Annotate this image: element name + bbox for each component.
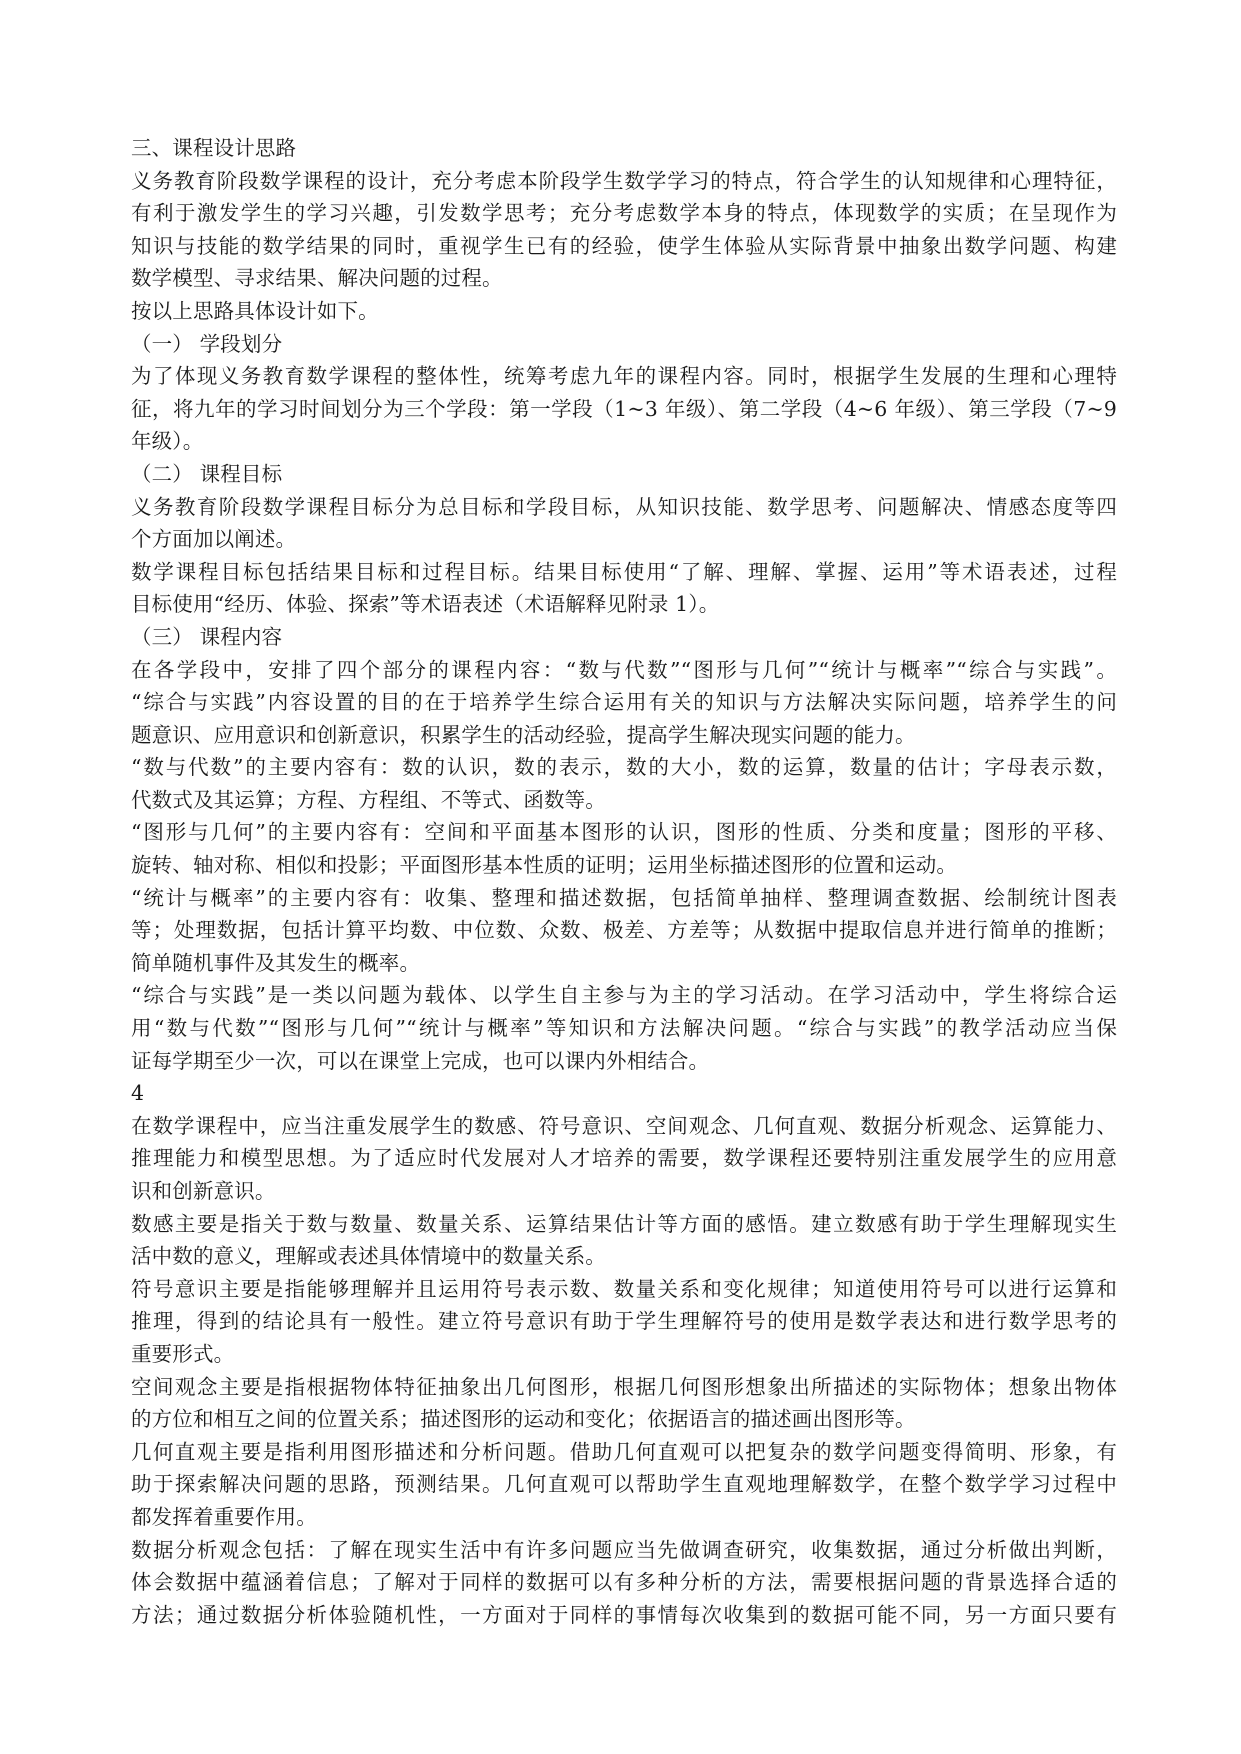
text-line: 代数式及其运算；方程、方程组、不等式、函数等。 — [131, 787, 606, 812]
text-line: 重要形式。 — [131, 1341, 235, 1366]
text-line: 4 — [131, 1081, 145, 1106]
text-line: 几何直观主要是指利用图形描述和分析问题。借助几何直观可以把复杂的数学问题变得简明、形象，有 — [131, 1439, 1117, 1464]
text-line: 为了体现义务教育数学课程的整体性，统筹考虑九年的课程内容。同时，根据学生发展的生理和心理特 — [131, 364, 1117, 389]
text-line: 有利于激发学生的学习兴趣，引发数学思考；充分考虑数学本身的特点，体现数学的实质；在呈现作为 — [131, 201, 1117, 226]
text-line: 推理，得到的结论具有一般性。建立符号意识有助于学生理解符号的使用是数学表达和进行数学思考的 — [131, 1309, 1117, 1334]
text-line: 旋转、轴对称、相似和投影；平面图形基本性质的证明；运用坐标描述图形的位置和运动。 — [131, 853, 957, 878]
text-line: 数学模型、寻求结果、解决问题的过程。 — [131, 266, 503, 291]
text-line: （一） 学段划分 — [131, 331, 283, 356]
text-line: 空间观念主要是指根据物体特征抽象出几何图形，根据几何图形想象出所描述的实际物体；想象出物体 — [131, 1374, 1117, 1399]
text-line: 在数学课程中，应当注重发展学生的数感、符号意识、空间观念、几何直观、数据分析观念、运算能力、 — [131, 1113, 1117, 1138]
text-line: 方法；通过数据分析体验随机性，一方面对于同样的事情每次收集到的数据可能不同，另一方面只要有 — [131, 1602, 1117, 1627]
text-line: 题意识、应用意识和创新意识，积累学生的活动经验，提高学生解决现实问题的能力。 — [131, 722, 916, 747]
text-line: 证每学期至少一次，可以在课堂上完成，也可以课内外相结合。 — [131, 1048, 710, 1073]
text-line: 体会数据中蕴涵着信息；了解对于同样的数据可以有多种分析的方法，需要根据问题的背景选择合适的 — [131, 1570, 1117, 1595]
text-line: 目标使用“经历、体验、探索”等术语表述（术语解释见附录 1）。 — [131, 592, 720, 617]
text-line: “图形与几何”的主要内容有：空间和平面基本图形的认识，图形的性质、分类和度量；图形的平移、 — [131, 820, 1117, 845]
text-line: 推理能力和模型思想。为了适应时代发展对人才培养的需要，数学课程还要特别注重发展学生的应用意 — [131, 1146, 1117, 1171]
text-line: “统计与概率”的主要内容有：收集、整理和描述数据，包括简单抽样、整理调查数据、绘制统计图表 — [131, 885, 1117, 910]
text-line: 年级）。 — [131, 429, 204, 454]
text-line: 按以上思路具体设计如下。 — [131, 298, 379, 323]
text-line: “数与代数”的主要内容有：数的认识，数的表示，数的大小，数的运算，数量的估计；字母表示数， — [131, 755, 1117, 780]
text-line: 活中数的意义，理解或表述具体情境中的数量关系。 — [131, 1244, 606, 1269]
text-line: 助于探索解决问题的思路，预测结果。几何直观可以帮助学生直观地理解数学，在整个数学学习过程中 — [131, 1472, 1117, 1497]
text-line: 都发挥着重要作用。 — [131, 1504, 317, 1529]
text-line: 义务教育阶段数学课程的设计，充分考虑本阶段学生数学学习的特点，符合学生的认知规律和心理特征， — [131, 168, 1117, 193]
document-page — [131, 132, 1117, 1631]
text-line: 知识与技能的数学结果的同时，重视学生已有的经验，使学生体验从实际背景中抽象出数学问题、构建 — [131, 233, 1117, 258]
text-line: 数感主要是指关于数与数量、数量关系、运算结果估计等方面的感悟。建立数感有助于学生理解现实生 — [131, 1211, 1117, 1236]
text-line: 个方面加以阐述。 — [131, 527, 297, 552]
text-line: 在各学段中，安排了四个部分的课程内容：“数与代数”“图形与几何”“统计与概率”“综合与实践”。 — [131, 657, 1117, 682]
text-line: 简单随机事件及其发生的概率。 — [131, 950, 421, 975]
text-line: 的方位和相互之间的位置关系；描述图形的运动和变化；依据语言的描述画出图形等。 — [131, 1407, 916, 1432]
text-line: （三） 课程内容 — [131, 624, 283, 649]
text-line: 符号意识主要是指能够理解并且运用符号表示数、数量关系和变化规律；知道使用符号可以进行运算和 — [131, 1276, 1117, 1301]
text-line: 识和创新意识。 — [131, 1179, 276, 1203]
text-line: 用“数与代数”“图形与几何”“统计与概率”等知识和方法解决问题。“综合与实践”的教学活动应当保 — [131, 1016, 1117, 1041]
text-line: 征，将九年的学习时间划分为三个学段：第一学段（1~3 年级）、第二学段（4~6 年级）、第三学段（7~9 — [131, 396, 1117, 421]
text-line: 数学课程目标包括结果目标和过程目标。结果目标使用“了解、理解、掌握、运用”等术语表述，过程 — [131, 559, 1117, 584]
text-line: “综合与实践”是一类以问题为载体、以学生自主参与为主的学习活动。在学习活动中，学生将综合运 — [131, 983, 1117, 1008]
text-line: 数据分析观念包括：了解在现实生活中有许多问题应当先做调查研究，收集数据，通过分析做出判断， — [131, 1537, 1117, 1562]
text-line: 三、课程设计思路 — [131, 136, 297, 160]
text-line: “综合与实践”内容设置的目的在于培养学生综合运用有关的知识与方法解决实际问题，培养学生的问 — [131, 690, 1117, 715]
text-line: （二） 课程目标 — [131, 461, 283, 486]
text-line: 义务教育阶段数学课程目标分为总目标和学段目标，从知识技能、数学思考、问题解决、情感态度等四 — [131, 494, 1117, 519]
text-line: 等；处理数据，包括计算平均数、中位数、众数、极差、方差等；从数据中提取信息并进行简单的推断； — [131, 918, 1117, 943]
